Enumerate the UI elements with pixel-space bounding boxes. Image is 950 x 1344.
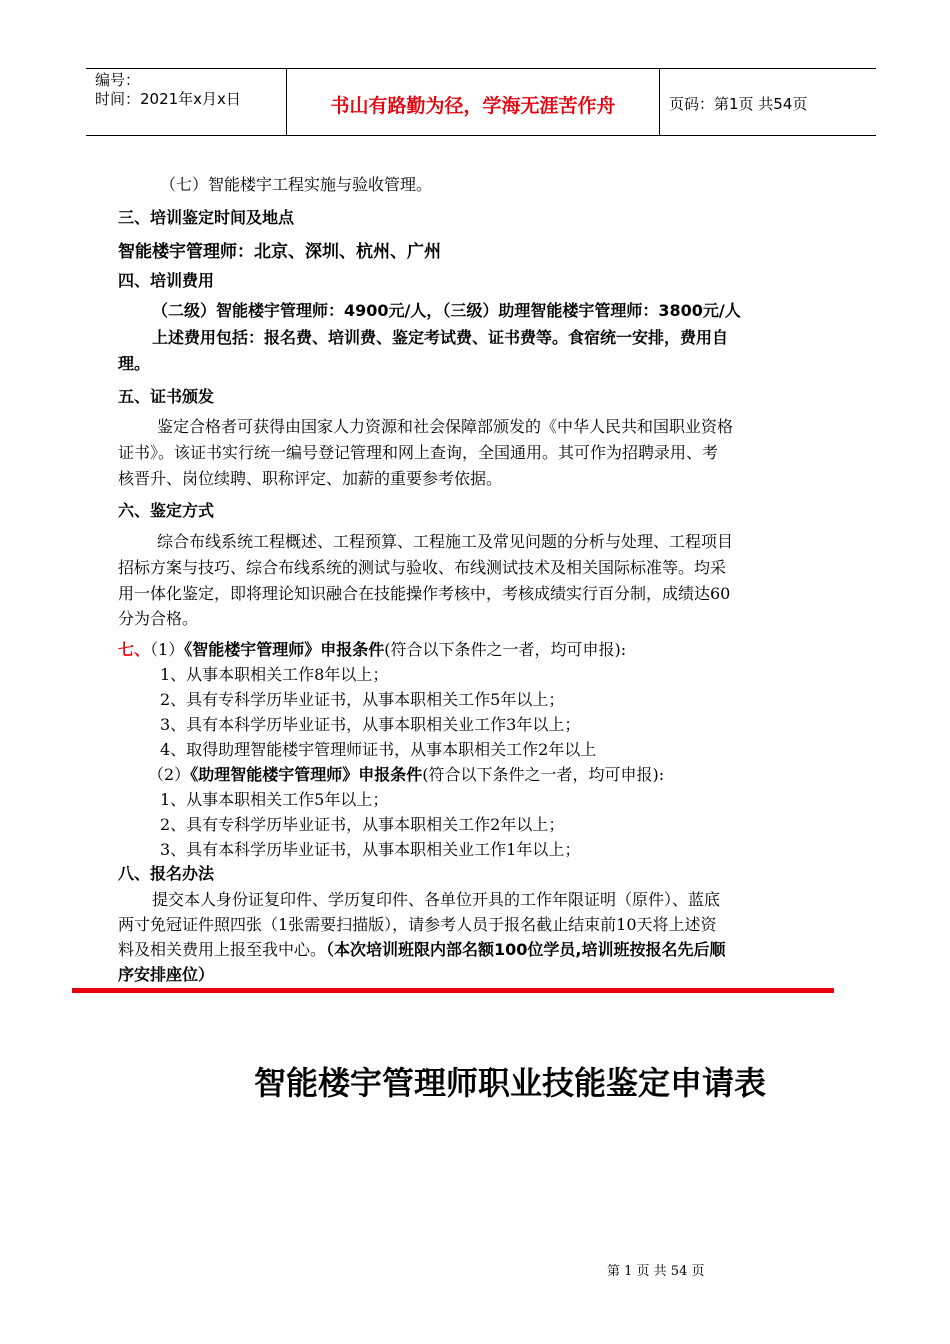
condition-1-item-3: 3、具有本科学历毕业证书，从事本职相关业工作3年以上； xyxy=(160,715,581,734)
section-8-line-3 xyxy=(118,937,726,960)
condition-2-item-1: 1、从事本职相关工作5年以上； xyxy=(160,790,389,809)
section-7-condition-2 xyxy=(148,762,664,785)
section-4-fees: （二级）智能楼宇管理师：4900元/人，（三级）助理智能楼宇管理师：3800元/人 xyxy=(152,301,741,320)
header-left-cell xyxy=(86,69,286,135)
condition-2-prefix: （2） xyxy=(148,765,191,784)
section-6-line-4: 分为合格。 xyxy=(118,609,199,628)
section-4-fees-note: 上述费用包括：报名费、培训费、鉴定考试费、证书费等。食宿统一安排，费用自 xyxy=(152,328,729,347)
section-6-heading: 六、鉴定方式 xyxy=(118,501,215,520)
section-8-line-1: 提交本人身份证复印件、学历复印件、各单位开具的工作年限证明（原件）、蓝底 xyxy=(152,890,721,909)
section-4-fees-note-end: 理。 xyxy=(118,354,151,373)
condition-1-prefix: （1） xyxy=(150,640,185,659)
section-3-heading: 三、培训鉴定时间及地点 xyxy=(118,208,295,227)
section-8-line-4: 序安排座位） xyxy=(118,965,215,984)
section-5-line-2: 证书》。该证书实行统一编号登记管理和网上查询，全国通用。其可作为招聘录用、考 xyxy=(118,443,719,462)
section-5-line-3: 核晋升、岗位续聘、职称评定、加薪的重要参考依据。 xyxy=(118,469,503,488)
condition-2-item-2: 2、具有专科学历毕业证书，从事本职相关工作2年以上； xyxy=(160,815,565,834)
item-7-line: （七）智能楼宇工程实施与验收管理。 xyxy=(160,175,433,194)
header-motto-cell xyxy=(286,69,660,135)
header-motto: 书山有路勤为径，学海无涯苦作舟 xyxy=(330,95,616,117)
section-7-number: 七、 xyxy=(118,640,151,659)
section-7-condition-1 xyxy=(118,637,626,660)
condition-2-suffix: (符合以下条件之一者，均可申报): xyxy=(422,765,665,784)
condition-1-suffix: (符合以下条件之一者，均可申报): xyxy=(384,640,627,659)
section-5-line-1: 鉴定合格者可获得由国家人力资源和社会保障部颁发的《中华人民共和国职业资格 xyxy=(157,417,734,436)
section-6-line-1: 综合布线系统工程概述、工程预算、工程施工及常见问题的分析与处理、工程项目 xyxy=(157,532,734,551)
section-8-heading: 八、报名办法 xyxy=(118,864,215,883)
page-header xyxy=(86,68,876,136)
condition-1-item-1: 1、从事本职相关工作8年以上； xyxy=(160,665,389,684)
header-page-cell xyxy=(660,69,876,135)
condition-1-item-4: 4、取得助理智能楼宇管理师证书，从事本职相关工作2年以上 xyxy=(160,740,597,759)
condition-2-title: 《助理智能楼宇管理师》申报条件 xyxy=(190,765,423,784)
section-8-line-3-bold: （本次培训班限内部名额100位学员,培训班按报名先后顺 xyxy=(326,940,726,959)
doc-number-label: 编号： xyxy=(95,71,141,89)
header-page-number: 页码：第1页 共54页 xyxy=(669,95,808,113)
red-divider xyxy=(72,988,834,993)
section-6-line-2: 招标方案与技巧、综合布线系统的测试与验收、布线测试技术及相关国际标准等。均采 xyxy=(118,558,727,577)
page-footer: 第 1 页 共 54 页 xyxy=(607,1264,705,1279)
section-6-line-3: 用一体化鉴定，即将理论知识融合在技能操作考核中，考核成绩实行百分制，成绩达60 xyxy=(118,584,731,603)
doc-time-label: 时间：2021年x月x日 xyxy=(95,90,241,108)
section-8-line-2: 两寸免冠证件照四张（1张需要扫描版），请参考人员于报名截止结束前10天将上述资 xyxy=(118,915,717,934)
section-8-line-3-plain: 料及相关费用上报至我中心。 xyxy=(118,940,327,959)
condition-2-item-3: 3、具有本科学历毕业证书，从事本职相关业工作1年以上； xyxy=(160,840,581,859)
condition-1-title: 《智能楼宇管理师》申报条件 xyxy=(184,640,385,659)
condition-1-item-2: 2、具有专科学历毕业证书，从事本职相关工作5年以上； xyxy=(160,690,565,709)
section-5-heading: 五、证书颁发 xyxy=(118,387,215,406)
section-3-text: 智能楼宇管理师：北京、深圳、杭州、广州 xyxy=(118,242,441,262)
document-title: 智能楼宇管理师职业技能鉴定申请表 xyxy=(254,1064,767,1102)
section-4-heading: 四、培训费用 xyxy=(118,271,215,290)
